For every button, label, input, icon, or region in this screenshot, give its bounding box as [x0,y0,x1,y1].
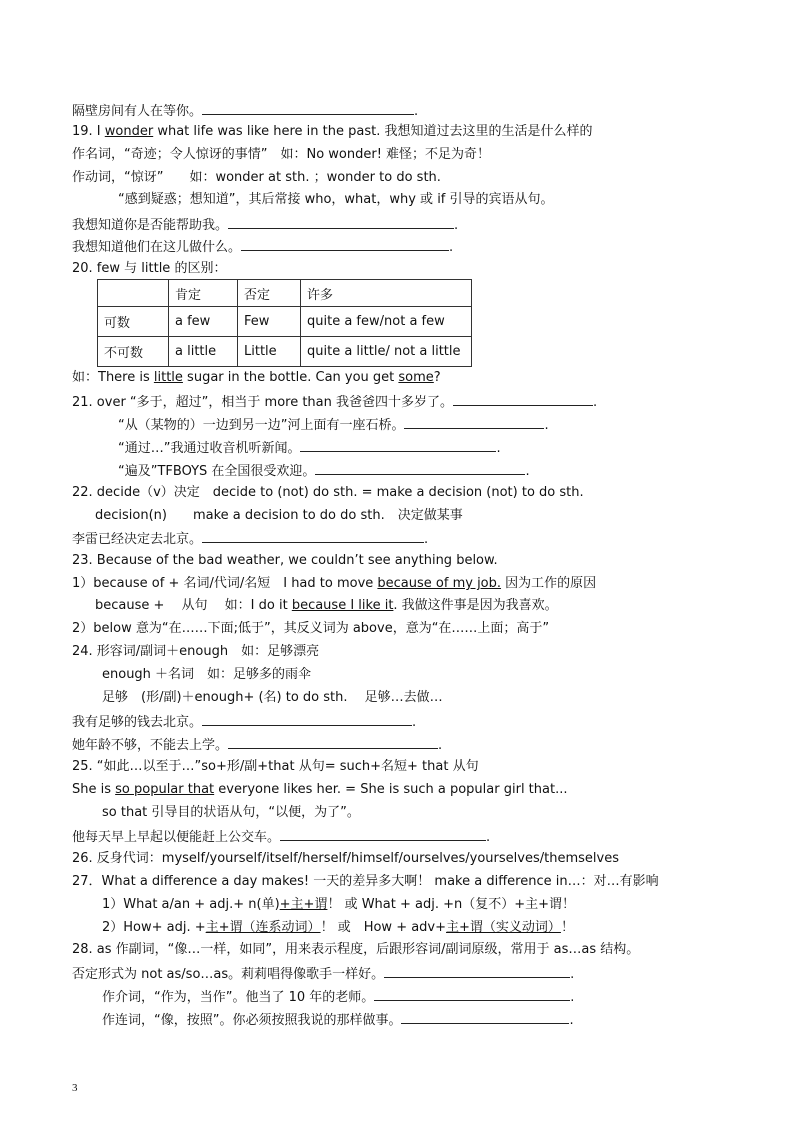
table-cell: quite a few/not a few [301,307,472,337]
table-cell: Little [238,337,301,367]
table-cell: a few [169,307,238,337]
line-noun: 作名词，“奇迹；令人惊讶的事情” 如：No wonder! 难怪；不足为奇！ [72,147,491,162]
line-below: 2）below 意为“在……下面;低于”，其反义词为 above，意为“在……上面；高于” [72,621,550,636]
line-because-of: 1）because of + 名词/代词/名短 I had to move because of my job. 因为工作的原因 [72,576,597,591]
exercise: 我想知道他们在这儿做什么。 . [72,237,453,257]
answer-blank[interactable] [202,101,414,115]
exercise: 作连词，“像，按照”。你必须按照我说的那样做事。 . [102,1010,574,1030]
answer-blank[interactable] [202,529,424,543]
table-row [98,307,472,337]
table-cell: 否定 [238,280,301,307]
answer-blank[interactable] [384,964,570,978]
few-little-table [97,279,472,367]
line-enough-noun: enough ＋名词 如：足够多的雨伞 [102,667,312,682]
table-row [98,337,472,367]
line-so-that: so that 引导目的状语从句，“以便，为了”。 [102,805,360,820]
table-cell: 可数 [98,307,169,337]
answer-blank[interactable] [300,438,496,452]
table-cell: 许多 [301,280,472,307]
line-how-exclamation: 2）How+ adj. +主+谓（连系动词）！ 或 How + adv+主+谓（实义动词）！ [102,920,574,935]
answer-blank[interactable] [280,827,486,841]
exercise: 李雷已经决定去北京。 . [72,529,428,549]
exercise: “通过…”我通过收音机听新闻。 . [118,438,501,458]
answer-blank[interactable] [202,712,412,726]
item-20: 20. few 与 little 的区别： [72,261,227,276]
answer-blank[interactable] [401,1010,569,1024]
answer-blank[interactable] [374,987,570,1001]
answer-blank[interactable] [228,215,454,229]
line-verb: 作动词，“惊讶” 如：wonder at sth. ；wonder to do sth. [72,170,441,185]
item-21: 21. over “多于，超过”，相当于 more than 我爸爸四十多岁了。 . [72,392,597,412]
line-because: because + 从句 如：I do it because I like it. 我做这件事是因为我喜欢。 [95,598,558,613]
item-19: 19. I wonder what life was like here in the past. 我想知道过去这里的生活是什么样的 [72,124,593,139]
exercise: 我想知道你是否能帮助我。 . [72,215,458,235]
table-cell [98,280,169,307]
item-26: 26. 反身代词：myself/yourself/itself/herself/himself/ourselves/yourselves/themselves [72,851,619,866]
line-enough-do: 足够 (形/副)＋enough+ (名) to do sth. 足够…去做… [102,690,443,705]
example-line: She is so popular that everyone likes her. = She is such a popular girl that... [72,782,568,797]
exercise: 他每天早上早起以便能赶上公交车。 . [72,827,490,847]
table-cell: 不可数 [98,337,169,367]
table-cell: a little [169,337,238,367]
item-23: 23. Because of the bad weather, we couldn’t see anything below. [72,553,498,568]
exercise: “从（某物的）一边到另一边”河上面有一座石桥。 . [118,415,549,435]
line-what-exclamation: 1）What a/an + adj.+ n(单)+主+谓！ 或 What + adj. +n（复不）+主+谓！ [102,897,576,912]
table-cell: quite a little/ not a little [301,337,472,367]
item-22: 22. decide（v）决定 decide to (not) do sth. = make a decision (not) to do sth. [72,485,584,500]
item-25: 25. “如此…以至于…”so+形/副+that 从句= such+名短+ that 从句 [72,759,479,774]
page-number: 3 [72,1082,78,1094]
table-cell: Few [238,307,301,337]
answer-blank[interactable] [453,392,593,406]
exercise: 我有足够的钱去北京。 . [72,712,416,732]
answer-blank[interactable] [404,415,544,429]
exercise: “遍及”TFBOYS 在全国很受欢迎。 . [118,461,530,481]
item-28: 28. as 作副词，“像…一样，如同”，用来表示程度，后跟形容词/副词原级，常用于 as…as 结构。 [72,942,640,957]
exercise: 否定形式为 not as/so…as。莉莉唱得像歌手一样好。 . [72,964,574,984]
answer-blank[interactable] [315,461,525,475]
line-decision: decision(n) make a decision to do do sth. 决定做某事 [95,508,463,523]
table-cell: 肯定 [169,280,238,307]
line-wonder-clause: “感到疑惑；想知道”，其后常接 who，what，why 或 if 引导的宾语从句。 [118,192,554,207]
item-27: 27．What a difference a day makes! 一天的差异多大啊！ make a difference in…：对…有影响 [72,874,659,889]
line-1: 隔壁房间有人在等你。 . [72,101,418,121]
answer-blank[interactable] [241,237,449,251]
table-header-row [98,280,472,307]
example-line: 如：There is little sugar in the bottle. Can you get some? [72,370,441,385]
answer-blank[interactable] [228,735,438,749]
exercise: 她年龄不够，不能去上学。 . [72,735,442,755]
exercise: 作介词，“作为，当作”。他当了 10 年的老师。 . [102,987,574,1007]
item-24: 24. 形容词/副词＋enough 如：足够漂亮 [72,644,320,659]
